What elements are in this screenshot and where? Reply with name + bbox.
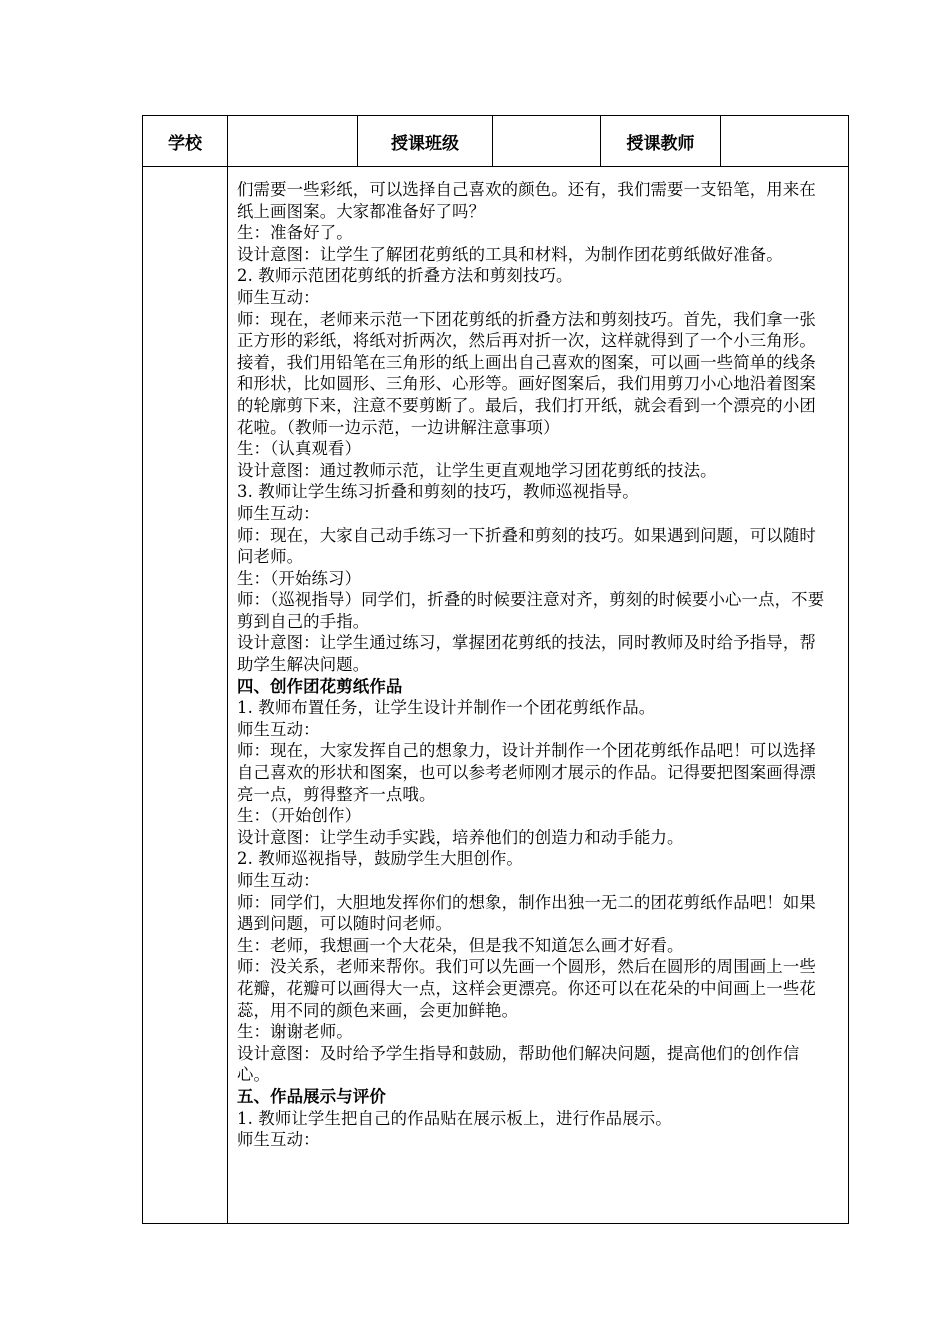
content-row <box>143 167 849 1224</box>
paragraph: 生：（认真观看） <box>237 439 362 459</box>
paragraph: 1. 教师布置任务，让学生设计并制作一个团花剪纸作品。 <box>237 698 656 718</box>
paragraph: 1. 教师让学生把自己的作品贴在展示板上，进行作品展示。 <box>237 1108 672 1128</box>
paragraph: 生：准备好了。 <box>237 223 353 243</box>
paragraph: 师生互动： <box>237 1130 320 1150</box>
school-label: 学校 <box>143 116 228 167</box>
paragraph: 师：现在，老师来示范一下团花剪纸的折叠方法和剪刻技巧。首先，我们拿一张正方形的彩纸，将纸对折两次，然后再对折一次，这样就得到了一个小三角形。接着，我们用铅笔在三角形的纸上画出自己喜欢的图案，可以画一些简单的线条和形状，比如圆形、三角形、心形等。画好图案后，我们用剪刀小心地沿着图案的轮廓剪下来，注意不要剪断了。最后，我们打开纸，就会看到一个漂亮的小团花啦。（教师一边示范，一边讲解注意事项） <box>237 309 816 437</box>
lesson-content <box>228 167 848 1151</box>
paragraph: 2. 教师巡视指导，鼓励学生大胆创作。 <box>237 849 523 869</box>
section-heading: 四、创作团花剪纸作品 <box>237 676 403 696</box>
lesson-plan-table <box>142 115 849 1224</box>
paragraph: 设计意图：通过教师示范，让学生更直观地学习团花剪纸的技法。 <box>237 460 717 480</box>
paragraph: 师：现在，大家自己动手练习一下折叠和剪刻的技巧。如果遇到问题，可以随时问老师。 <box>237 525 816 567</box>
paragraph: 师生互动： <box>237 287 320 307</box>
paragraph: 2. 教师示范团花剪纸的折叠方法和剪刻技巧。 <box>237 266 573 286</box>
paragraph: 师生互动： <box>237 871 320 890</box>
paragraph: 们需要一些彩纸，可以选择自己喜欢的颜色。还有，我们需要一支铅笔，用来在纸上画图案。大家都准备好了吗？ <box>237 180 816 221</box>
paragraph: 师生互动： <box>237 719 320 739</box>
paragraph: 设计意图：让学生了解团花剪纸的工具和材料，为制作团花剪纸做好准备。 <box>237 244 783 264</box>
school-value <box>228 116 358 167</box>
paragraph: 设计意图：让学生通过练习，掌握团花剪纸的技法，同时教师及时给予指导，帮助学生解决问题。 <box>237 633 816 675</box>
paragraph: 生：谢谢老师。 <box>237 1022 353 1042</box>
class-value <box>493 116 601 167</box>
paragraph: 师：现在，大家发挥自己的想象力，设计并制作一个团花剪纸作品吧！可以选择自己喜欢的形状和图案，也可以参考老师刚才展示的作品。记得要把图案画得漂亮一点，剪得整齐一点哦。 <box>237 741 816 804</box>
header-row <box>143 116 849 167</box>
left-empty-cell <box>143 167 228 1224</box>
paragraph: 生：（开始练习） <box>237 568 362 588</box>
paragraph: 生：老师，我想画一个大花朵，但是我不知道怎么画才好看。 <box>237 935 684 955</box>
paragraph: 师：没关系，老师来帮你。我们可以先画一个圆形，然后在圆形的周围画上一些花瓣，花瓣可以画得大一点，这样会更漂亮。你还可以在花朵的中间画上一些花蕊，用不同的颜色来画，会更加鲜艳。 <box>237 957 816 1020</box>
paragraph: 师：（巡视指导）同学们，折叠的时候要注意对齐，剪刻的时候要小心一点，不要剪到自己的手指。 <box>237 590 825 631</box>
paragraph: 设计意图：让学生动手实践，培养他们的创造力和动手能力。 <box>237 827 684 847</box>
teacher-label: 授课教师 <box>601 116 721 167</box>
paragraph: 师生互动： <box>237 503 320 523</box>
paragraph: 设计意图：及时给予学生指导和鼓励，帮助他们解决问题，提高他们的创作信心。 <box>237 1043 800 1085</box>
class-label: 授课班级 <box>358 116 493 167</box>
section-heading: 五、作品展示与评价 <box>237 1086 386 1106</box>
content-cell <box>228 167 849 1224</box>
teacher-value <box>721 116 849 167</box>
paragraph: 师：同学们，大胆地发挥你们的想象，制作出独一无二的团花剪纸作品吧！如果遇到问题，可以随时问老师。 <box>237 892 816 934</box>
paragraph: 生：（开始创作） <box>237 806 362 826</box>
paragraph: 3. 教师让学生练习折叠和剪刻的技巧，教师巡视指导。 <box>237 482 639 502</box>
